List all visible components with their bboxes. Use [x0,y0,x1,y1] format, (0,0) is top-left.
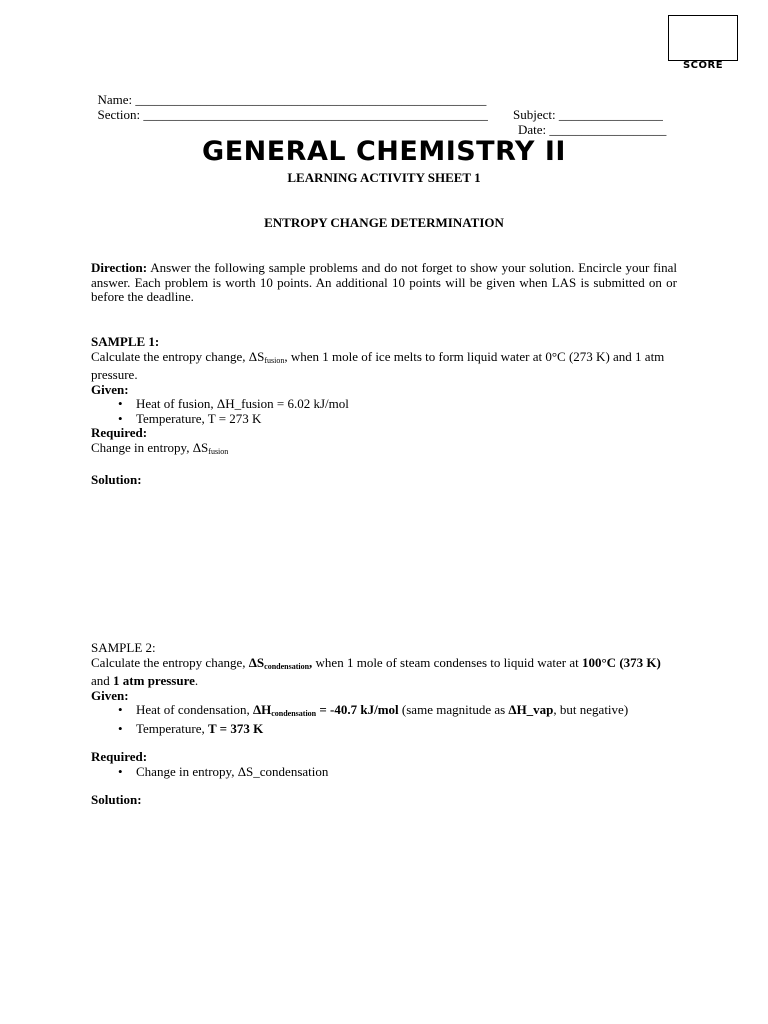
date-field[interactable]: Date: __________________ [518,122,667,137]
sample2-required-label: Required: [91,749,148,764]
direction-label: Direction: [91,260,148,275]
list-item: • Temperature, T = 373 K [136,722,677,737]
sample2-required-list [91,765,677,780]
score-box [668,15,738,61]
direction-paragraph [91,261,677,305]
section-field[interactable]: Section: _____________________________________________________ [97,107,488,122]
sample2-solution-label: Solution: [91,792,142,807]
name-field[interactable]: Name: ______________________________________________________ [97,92,487,107]
direction-text: Answer the following sample problems and do not forget to show your solution. Encircle your final answer. Each problem is worth 10 points. An additional 10 points will be given when LAS is submitted on or before the deadline. [91,260,677,304]
page-subtitle: LEARNING ACTIVITY SHEET 1 [287,170,481,185]
topic-heading: ENTROPY CHANGE DETERMINATION [264,215,504,230]
header-row-2 [91,92,681,137]
score-label: SCORE [682,60,724,71]
sample1-solution-label: Solution: [91,472,142,487]
list-item: • Temperature, T = 273 K [136,412,677,427]
sample1-required-text: Change in entropy, $\Delta S_{fusion}$ [91,439,229,456]
sample1-given-label: Given: [91,381,129,397]
sample1-heading: SAMPLE 1: [91,334,160,349]
sample1-question: Calculate the entropy change, $\Delta S_{fusion}$, when 1 mole of ice melts to form liquid water at 0°C (273 K) and 1 atm pressure. [91,348,665,382]
sample-1 [91,335,677,488]
page-title: GENERAL CHEMISTRY II [202,136,566,167]
list-item: • Change in entropy, ΔS_condensation [136,765,677,780]
list-item: • Heat of condensation, $\Delta H_{condensation} = -40.7$ kJ/mol (same magnitude as ΔH_vap, but negative) [136,703,677,722]
sample2-given-list [91,703,677,736]
sample-2 [91,641,677,808]
sample1-given-list [91,397,677,426]
sample2-question: Calculate the entropy change, $\Delta S_{condensation}$, when 1 mole of steam condenses to liquid water at 100°C (373 K) and 1 atm pressure. [91,654,661,688]
sample1-required-label: Required: [91,425,148,440]
list-item: • Heat of fusion, ΔH_fusion = 6.02 kJ/mol [136,397,677,412]
sample2-given-label: Given: [91,687,129,703]
subject-field[interactable]: Subject: ________________ [513,107,663,122]
sample2-heading: SAMPLE 2: [91,640,156,655]
